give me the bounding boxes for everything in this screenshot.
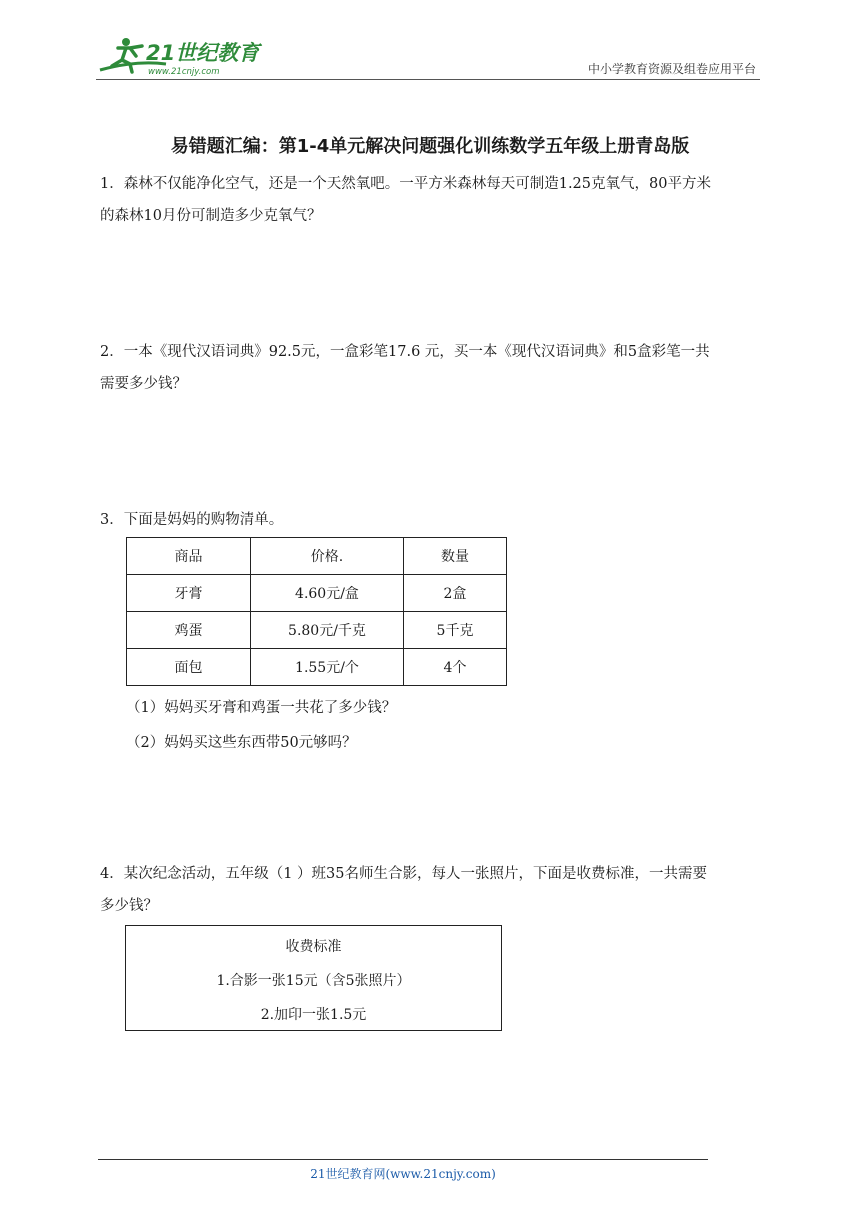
table-cell: 1.55元/个 [251, 649, 404, 686]
shopping-list-table [126, 537, 507, 686]
svg-text:21世纪教育: 21世纪教育 [146, 41, 260, 65]
table-cell: 4.60元/盒 [251, 575, 404, 612]
table-row [127, 575, 507, 612]
question-text: 3．下面是妈妈的购物清单。 [100, 512, 284, 528]
header-divider [96, 79, 760, 80]
svg-text:www.21cnjy.com: www.21cnjy.com [148, 67, 220, 77]
table-cell: 牙膏 [127, 575, 251, 612]
question-text: 多少钱？ [100, 898, 158, 914]
table-cell: 4个 [404, 649, 507, 686]
table-header-cell: 数量 [404, 538, 507, 575]
question-2 [100, 336, 762, 400]
question-text: 1．森林不仅能净化空气，还是一个天然氧吧。一平方米森林每天可制造1.25克氧气，80平方米 [100, 176, 711, 192]
table-header-cell: 商品 [127, 538, 251, 575]
footer-divider [98, 1159, 708, 1160]
question-text: 需要多少钱？ [100, 376, 187, 392]
question-3 [100, 504, 762, 536]
page-title: 易错题汇编：第1-4单元解决问题强化训练数学五年级上册青岛版 [170, 136, 690, 157]
page-header [96, 30, 760, 80]
sub-question-1: （1）妈妈买牙膏和鸡蛋一共花了多少钱？ [126, 700, 397, 716]
sub-question-2: （2）妈妈买这些东西带50元够吗？ [126, 735, 357, 751]
fee-item: 1.合影一张15元（含5张照片） [216, 973, 411, 989]
question-text: 4．某次纪念活动，五年级（1 ）班35名师生合影，每人一张照片，下面是收费标准，一共需要 [100, 866, 708, 882]
table-row [127, 649, 507, 686]
table-cell: 2盒 [404, 575, 507, 612]
question-text: 的森林10月份可制造多少克氧气？ [100, 208, 322, 224]
table-header-row [127, 538, 507, 575]
21cnjy-logo [96, 34, 266, 78]
table-cell: 5.80元/千克 [251, 612, 404, 649]
question-4 [100, 858, 762, 922]
fee-title: 收费标准 [285, 939, 342, 955]
footer-link[interactable]: 21世纪教育网(www.21cnjy.com) [310, 1167, 496, 1181]
question-text: 2．一本《现代汉语词典》92.5元，一盒彩笔17.6 元，买一本《现代汉语词典》和5盒彩笔一共 [100, 344, 710, 360]
platform-name: 中小学教育资源及组卷应用平台 [587, 62, 756, 76]
table-cell: 鸡蛋 [127, 612, 251, 649]
table-cell: 面包 [127, 649, 251, 686]
fee-standard-box [125, 925, 502, 1031]
fee-item: 2.加印一张1.5元 [260, 1007, 367, 1023]
question-1 [100, 168, 762, 232]
table-row [127, 612, 507, 649]
table-header-cell: 价格. [251, 538, 404, 575]
table-cell: 5千克 [404, 612, 507, 649]
